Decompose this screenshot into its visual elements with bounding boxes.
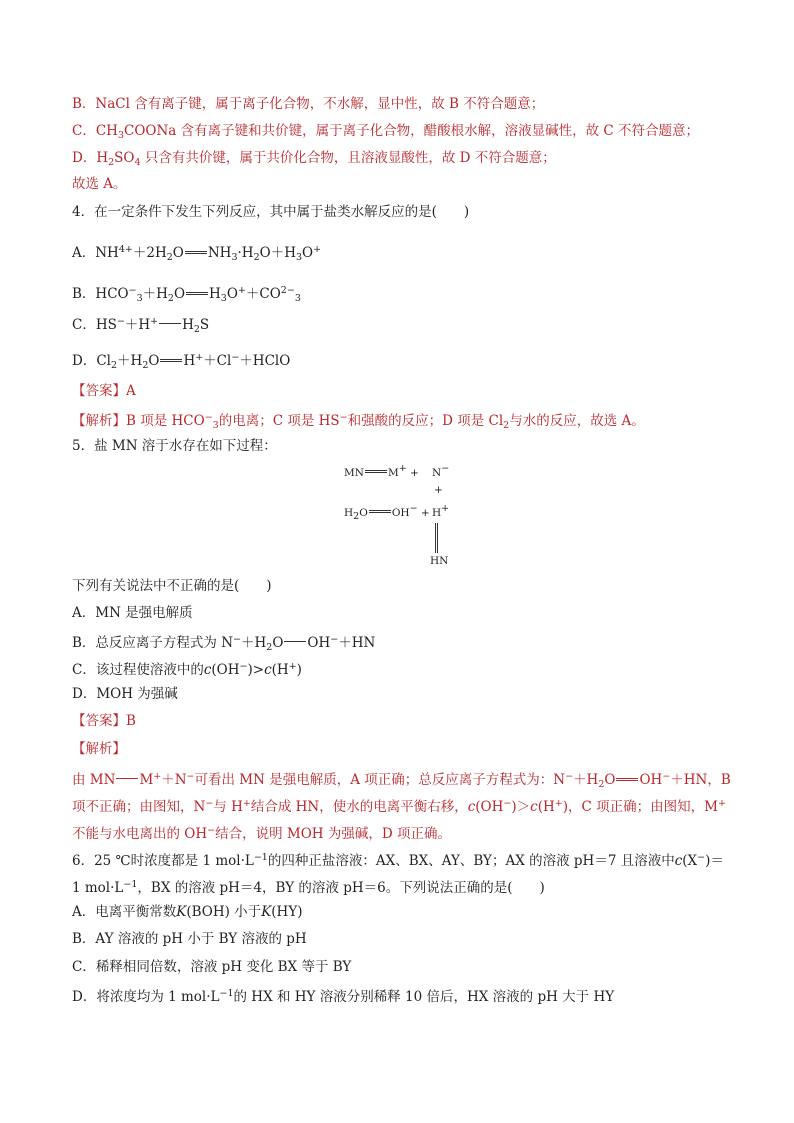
text: 与 H	[213, 799, 243, 815]
text: O	[172, 245, 184, 261]
text: )>	[247, 662, 265, 678]
vertical-equilibrium-arrow-icon	[435, 523, 438, 553]
text: c	[530, 799, 538, 815]
text: H	[209, 286, 221, 302]
text: +	[434, 484, 443, 496]
text: H	[432, 507, 442, 519]
q4-answer	[72, 381, 136, 401]
q5-option-c	[72, 657, 302, 680]
text: (BOH) 小于	[186, 904, 262, 920]
text: 可看出 MN 是强电解质，A 项正确；总反应离子方程式为：N	[194, 772, 566, 788]
q4-stem	[72, 202, 469, 222]
equilibrium-arrow-icon	[185, 251, 207, 254]
text: 与水的反应，故选 A。	[509, 413, 645, 429]
superscript: −	[231, 352, 240, 363]
q4-analysis	[72, 408, 645, 436]
text: K	[261, 904, 272, 920]
q4-option-d	[72, 348, 290, 376]
q5-stem	[72, 436, 277, 456]
q3-conclusion	[72, 174, 127, 194]
superscript: +	[124, 244, 133, 255]
text: 【解析】	[72, 741, 126, 757]
equilibrium-arrow-icon	[616, 778, 638, 781]
text: )＝	[705, 853, 724, 869]
superscript: −	[186, 771, 195, 782]
text: 【答案】B	[72, 713, 136, 729]
subscript: 4	[134, 157, 141, 168]
text: ＋H	[241, 635, 267, 651]
superscript: +	[288, 661, 297, 672]
text: ＋H	[124, 317, 151, 333]
text: H	[344, 507, 354, 519]
diagram-product	[430, 555, 448, 567]
text: OH	[639, 772, 663, 788]
text: O	[359, 507, 368, 519]
text: COONa 含有离子键和共价键，属于离子化合物，醋酸根水解，溶液显碱性，故 C 不符合题意；	[123, 123, 700, 139]
superscript: −1	[219, 988, 234, 999]
subscript: 2	[353, 511, 360, 522]
subscript: 2	[253, 252, 260, 263]
superscript: +	[398, 463, 407, 474]
text: 的 HX 和 HY 溶液分别稀释 10 倍后，HX 溶液的 pH 大于 HY	[233, 989, 615, 1005]
q5-analysis-line-3	[72, 821, 451, 844]
text: 由 MN	[72, 772, 116, 788]
equals-arrow-icon	[159, 323, 181, 326]
subscript: 3	[136, 293, 143, 304]
q6-stem-line-2	[72, 875, 545, 898]
equals-arrow-icon	[365, 470, 387, 473]
superscript: −	[339, 412, 348, 423]
text: A．电离平衡常数	[72, 904, 177, 920]
q5-option-a	[72, 603, 193, 623]
text: D．Cl	[72, 353, 111, 369]
text: NH	[207, 245, 232, 261]
text: ＋HClO	[239, 353, 291, 369]
text: B．NaCl 含有离子键，属于离子化合物，不水解，显中性，故 B 不符合题意；	[72, 96, 545, 112]
text: O	[302, 245, 314, 261]
equilibrium-arrow-icon	[160, 359, 182, 362]
text: B．总反应离子方程式为 N	[72, 635, 234, 651]
text: c	[467, 799, 476, 815]
text: HN	[430, 555, 449, 567]
q3-option-d-explanation	[72, 148, 556, 173]
superscript: +	[554, 798, 563, 809]
superscript: −	[205, 798, 214, 809]
text: (X	[682, 853, 698, 869]
subscript: 2	[166, 252, 173, 263]
subscript: 2	[142, 360, 149, 371]
q3-option-c-explanation	[72, 121, 699, 146]
q4-option-c	[72, 312, 209, 340]
text: (HY)	[271, 904, 303, 920]
text: ·H	[237, 245, 254, 261]
diagram-n-ion	[432, 463, 449, 479]
text: )	[296, 662, 302, 678]
subscript: 2	[598, 779, 605, 790]
text: ＋HN，B	[670, 772, 731, 788]
q5-analysis-line-2	[72, 794, 726, 817]
q5-answer	[72, 711, 136, 731]
text: (H	[537, 799, 555, 815]
text: MN	[344, 467, 364, 479]
superscript: −	[565, 771, 574, 782]
q3-option-b-explanation	[72, 94, 544, 114]
q5-analysis-title	[72, 739, 126, 759]
text: H	[183, 353, 196, 369]
diagram-plus-vertical	[434, 484, 443, 496]
text: OH	[391, 507, 410, 519]
text: 项不正确；由图知，N	[72, 799, 206, 815]
diagram-h-ion	[432, 503, 449, 519]
text: ，BX 的溶液 pH＝4，BY 的溶液 pH＝6。下列说法正确的是( )	[137, 880, 545, 896]
text: ＋H	[117, 353, 143, 369]
subscript: 3	[220, 293, 227, 304]
text: 不能与水电离出的 OH	[72, 826, 208, 842]
text: O	[226, 286, 238, 302]
subscript: 3	[294, 293, 301, 304]
text: M	[139, 772, 154, 788]
text: B．HCO	[72, 286, 129, 302]
superscript: −	[662, 771, 671, 782]
superscript: +	[717, 798, 726, 809]
text: 【答案】A	[72, 383, 136, 399]
text: c	[264, 662, 272, 678]
superscript: −1	[253, 852, 268, 863]
superscript: +	[195, 352, 204, 363]
text: (H	[271, 662, 289, 678]
equals-arrow-icon	[116, 778, 138, 781]
superscript: +	[237, 285, 246, 296]
superscript: 4	[118, 244, 125, 255]
q5-question	[72, 576, 272, 596]
equals-arrow-icon	[284, 641, 306, 644]
diagram-row-1	[344, 463, 419, 479]
text: D．H	[72, 150, 109, 166]
q5-option-b	[72, 630, 375, 658]
text: O	[604, 772, 616, 788]
text: +	[420, 507, 430, 519]
superscript: −	[239, 661, 248, 672]
text: ＋CO	[245, 286, 281, 302]
q6-option-d	[72, 984, 614, 1007]
text: H	[182, 317, 194, 333]
superscript: −	[409, 503, 418, 514]
equilibrium-arrow-icon	[369, 510, 391, 513]
text: O	[148, 353, 160, 369]
text: 4．在一定条件下发生下列反应，其中属于盐类水解反应的是( )	[72, 204, 470, 220]
text: D．MOH 为强碱	[72, 686, 178, 702]
text: O＋H	[259, 245, 296, 261]
text: D．将浓度均为 1 mol·L	[72, 989, 220, 1005]
superscript: +	[313, 244, 322, 255]
superscript: −	[207, 825, 216, 836]
text: K	[176, 904, 187, 920]
subscript: 2	[193, 324, 200, 335]
text: M	[387, 467, 399, 479]
text: (OH	[211, 662, 240, 678]
superscript: −	[330, 634, 339, 645]
text: ＋HN	[338, 635, 376, 651]
q5-option-d	[72, 684, 178, 704]
superscript: −	[116, 316, 125, 327]
text: ＋H	[142, 286, 168, 302]
superscript: −1	[123, 879, 138, 890]
text: N	[432, 467, 442, 479]
superscript: −	[233, 634, 241, 645]
text: A．MN 是强电解质	[72, 605, 193, 621]
q6-stem-line-1	[72, 848, 724, 871]
superscript: +	[153, 771, 162, 782]
subscript: 3	[295, 252, 303, 263]
subscript: 2	[266, 642, 273, 653]
q6-option-c	[72, 957, 351, 977]
text: O	[173, 286, 186, 302]
text: C．该过程使溶液中的	[72, 662, 204, 678]
text: 的电离；C 项是 HS	[218, 413, 340, 429]
q4-option-b	[72, 281, 301, 309]
text: 结合，说明 MOH 为强碱，D 项正确。	[215, 826, 451, 842]
superscript: −	[204, 412, 213, 423]
text: ＋N	[161, 772, 187, 788]
text: C．CH	[72, 123, 118, 139]
superscript: +	[150, 316, 159, 327]
q6-option-b	[72, 929, 307, 949]
text: 结合成 HN，使水的电离平衡右移，	[250, 799, 468, 815]
text: 的四种正盐溶液：AX、BX、AY、BY；AX 的溶液 pH＝7 且溶液中	[267, 853, 675, 869]
superscript: −	[697, 852, 706, 863]
subscript: 3	[231, 252, 238, 263]
text: 只含有共价键，属于共价化合物，且溶液显酸性，故 D 不符合题意；	[140, 150, 556, 166]
q4-option-a	[72, 240, 321, 268]
superscript: 2−	[280, 285, 295, 296]
subscript: 2	[110, 360, 118, 371]
text: ＋H	[573, 772, 599, 788]
q5-analysis-line-1	[72, 767, 731, 795]
text: c	[674, 853, 683, 869]
text: )＞	[511, 799, 531, 815]
equilibrium-arrow-icon	[186, 292, 208, 295]
text: B．AY 溶液的 pH 小于 BY 溶液的 pH	[72, 931, 307, 947]
subscript: 3	[212, 420, 219, 431]
subscript: 3	[117, 130, 124, 141]
text: C．稀释相同倍数，溶液 pH 变化 BX 等于 BY	[72, 959, 352, 975]
text: C．HS	[72, 317, 117, 333]
text: SO	[114, 150, 135, 166]
text: 【解析】B 项是 HCO	[72, 413, 205, 429]
text: ＋2H	[132, 245, 167, 261]
text: 和强酸的反应；D 项是 Cl	[347, 413, 504, 429]
text: 5．盐 MN 溶于水存在如下过程：	[72, 438, 277, 454]
superscript: −	[128, 285, 137, 296]
text: S	[199, 317, 210, 333]
text: A．NH	[72, 245, 119, 261]
text: O	[272, 635, 284, 651]
text: c	[203, 662, 212, 678]
text: +	[410, 467, 419, 479]
diagram-row-2	[344, 503, 430, 522]
superscript: −	[503, 798, 512, 809]
text: 故选 A。	[72, 176, 127, 192]
text: OH	[307, 635, 331, 651]
text: 下列有关说法中不正确的是( )	[72, 578, 272, 594]
text: 1 mol·L	[72, 880, 124, 896]
subscript: 2	[503, 420, 510, 431]
superscript: +	[242, 798, 251, 809]
superscript: +	[441, 503, 450, 514]
text: ＋Cl	[203, 353, 232, 369]
q6-option-a	[72, 902, 303, 922]
text: 6．25 ℃时浓度都是 1 mol·L	[72, 853, 254, 869]
subscript: 2	[167, 293, 174, 304]
text: (OH	[475, 799, 504, 815]
text: )，C 项正确；由图知，M	[562, 799, 718, 815]
subscript: 2	[108, 157, 115, 168]
superscript: −	[441, 463, 450, 474]
